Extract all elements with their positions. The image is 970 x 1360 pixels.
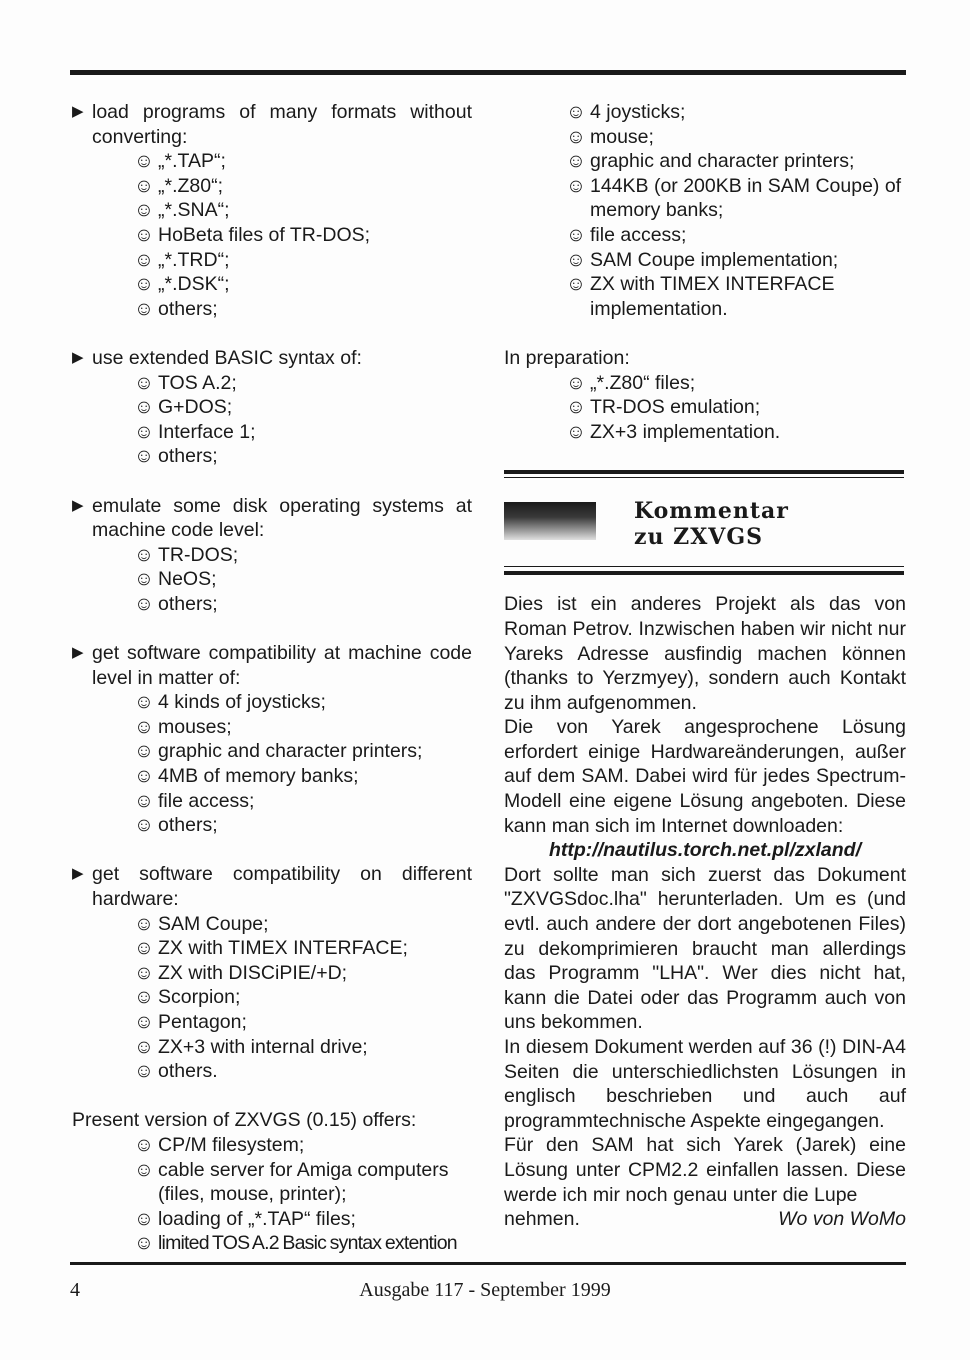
smiley-icon: ☺ (134, 814, 154, 837)
smiley-icon: ☺ (134, 1207, 154, 1230)
list-item: ☺ loading of „*.TAP“ files; (134, 1207, 356, 1230)
left-column (72, 100, 472, 1256)
smiley-icon: ☺ (134, 1133, 154, 1156)
smiley-icon: ☺ (134, 592, 154, 615)
list-item: ☺ others; (134, 592, 218, 615)
arrow-right-icon: ▶ (72, 496, 84, 514)
bottom-rule (70, 1262, 906, 1265)
smiley-icon: ☺ (134, 912, 154, 935)
list-item: ☺ 144KB (or 200KB in SAM Coupe) of memory banks; (566, 174, 902, 222)
list-item: ☺ „*.SNA“; (134, 199, 230, 222)
divider (504, 477, 904, 478)
feature-section (72, 346, 472, 469)
feature-section (72, 494, 472, 617)
smiley-icon: ☺ (566, 101, 586, 123)
smiley-icon: ☺ (134, 568, 154, 591)
right-column (504, 100, 906, 1232)
smiley-icon: ☺ (566, 223, 586, 246)
smiley-icon: ☺ (134, 445, 154, 468)
kommentar-title: Kommentar zu ZXVGS (634, 498, 789, 551)
list-item: ☺ 4 kinds of joysticks; (134, 691, 326, 714)
smiley-icon: ☺ (134, 740, 154, 763)
list-item: ☺ others; (134, 297, 218, 320)
top-rule (70, 70, 906, 75)
smiley-icon: ☺ (134, 297, 154, 320)
list-item: ☺ ZX with TIMEX INTERFACE implementation. (566, 273, 835, 320)
list-item: ☺ cable server for Amiga computers (files, mouse, printer); (134, 1158, 449, 1206)
feature-heading: ▶ get software compatibility on different hardware: (72, 863, 472, 910)
paragraph: In diesem Dokument werden auf 36 (!) DIN-A4 Seiten die unterschiedlichsten Lösungen in englisch beschrieben und auch auf programmtechnische Aspekte eingegangen. (504, 1036, 906, 1132)
smiley-icon: ☺ (134, 150, 154, 173)
feature-section (72, 100, 472, 321)
list-item: ☺ ZX+3 with internal drive; (134, 1035, 368, 1058)
feature-heading: ▶ use extended BASIC syntax of: (72, 346, 362, 369)
smiley-icon: ☺ (134, 986, 154, 1009)
arrow-right-icon: ▶ (72, 348, 84, 366)
signature-line (504, 1207, 906, 1232)
list-item: ☺ „*.DSK“; (134, 273, 230, 296)
feature-list (72, 149, 472, 321)
list-item: ☺ ZX with TIMEX INTERFACE; (134, 937, 408, 960)
smiley-icon: ☺ (134, 1010, 154, 1033)
list-item: ☺ file access; (134, 789, 255, 812)
list-item: ☺ TR-DOS emulation; (566, 396, 761, 419)
paragraph: Dies ist ein anderes Projekt als das von Roman Petrov. Inzwischen haben wir nicht nur Yareks Adresse ausfindig machen können (thanks to Yerzmyey), sondern auch Kontakt zu ihm aufgenommen. (504, 593, 906, 714)
arrow-right-icon: ▶ (72, 644, 84, 662)
present-version-heading: Present version of ZXVGS (0.15) offers: (72, 1109, 417, 1132)
smiley-icon: ☺ (566, 371, 586, 394)
list-item: ☺ others; (134, 445, 218, 468)
smiley-icon: ☺ (566, 273, 586, 296)
list-item: ☺ mouse; (566, 125, 654, 148)
list-item: ☺ SAM Coupe; (134, 912, 269, 935)
feature-heading: ▶ get software compatibility at machine code level in matter of: (72, 642, 472, 689)
list-item: ☺ 4MB of memory banks; (134, 765, 359, 788)
preparation-heading: In preparation: (504, 346, 630, 369)
divider (504, 571, 904, 575)
smiley-icon: ☺ (134, 1158, 154, 1181)
smiley-icon: ☺ (134, 420, 154, 443)
left-sections (72, 100, 472, 1084)
author-signature: Wo von WoMo (778, 1208, 906, 1231)
gradient-block (504, 502, 596, 540)
smiley-icon: ☺ (134, 223, 154, 246)
smiley-icon: ☺ (134, 371, 154, 394)
list-item: ☺ 4 joysticks; (566, 101, 686, 123)
smiley-icon: ☺ (134, 961, 154, 984)
feature-list (72, 543, 472, 617)
smiley-icon: ☺ (566, 150, 586, 173)
smiley-icon: ☺ (134, 396, 154, 419)
list-item: ☺ Interface 1; (134, 420, 256, 443)
divider (504, 470, 904, 474)
list-item: ☺ others. (134, 1060, 218, 1083)
kommentar-header (504, 470, 906, 580)
list-item: ☺ „*.TRD“; (134, 248, 230, 271)
list-item: ☺ SAM Coupe implementation; (566, 248, 839, 271)
paragraph: Für den SAM hat sich Yarek (Jarek) eine Lösung unter CPM2.2 einfallen lassen. Diese werde ich mir noch genau unter die Lupe (504, 1134, 906, 1206)
smiley-icon: ☺ (134, 789, 154, 812)
feature-list (72, 371, 472, 469)
divider (504, 566, 904, 567)
list-item: ☺ NeOS; (134, 568, 217, 591)
smiley-icon: ☺ (134, 765, 154, 788)
paragraph-end: nehmen. (504, 1208, 580, 1231)
list-item: ☺ „*.Z80“ files; (566, 371, 696, 394)
smiley-icon: ☺ (134, 199, 154, 222)
smiley-icon: ☺ (566, 125, 586, 148)
list-item: ☺ mouses; (134, 715, 232, 738)
smiley-icon: ☺ (134, 543, 154, 566)
feature-heading: ▶ emulate some disk operating systems at machine code level: (72, 494, 472, 542)
list-item: ☺ graphic and character printers; (566, 150, 855, 173)
paragraph: Dort sollte man sich zuerst das Dokument "ZXVGSdoc.lha" herunterladen. Um es (und evtl. auch andere der dort angebotenen Files) zu dekomprimieren braucht man allerdings das Programm "LHA". Wer dies nicht hat, kann die Datei oder das Programm auch von uns bekommen. (504, 863, 906, 1034)
list-item: ☺ G+DOS; (134, 396, 233, 419)
feature-heading: ▶ load programs of many formats without converting: (72, 101, 472, 148)
list-item: ☺ TR-DOS; (134, 543, 239, 566)
smiley-icon: ☺ (134, 1232, 154, 1255)
smiley-icon: ☺ (566, 248, 586, 271)
list-item: ☺ HoBeta files of TR-DOS; (134, 223, 371, 246)
smiley-icon: ☺ (566, 174, 586, 197)
present-version-section (72, 1108, 472, 1256)
list-item: ☺ graphic and character printers; (134, 740, 423, 763)
list-item: ☺ CP/M filesystem; (134, 1133, 305, 1156)
issue-footer: Ausgabe 117 - September 1999 (359, 1279, 611, 1301)
list-item: ☺ „*.TAP“; (134, 150, 226, 173)
present-version-list (72, 1133, 472, 1256)
smiley-icon: ☺ (134, 691, 154, 714)
list-item: ☺ file access; (566, 223, 687, 246)
smiley-icon: ☺ (134, 1035, 154, 1058)
preparation-list (504, 371, 906, 445)
smiley-icon: ☺ (134, 273, 154, 296)
smiley-icon: ☺ (566, 420, 586, 443)
download-link[interactable]: http://nautilus.torch.net.pl/zxland/ (549, 839, 861, 862)
paragraph: Die von Yarek angesprochene Lösung erfordert einige Hardwareänderungen, außer auf dem SAM. Dabei wird für jedes Spectrum-Modell eine eigene Lösung angeboten. Diese kann man sich im Internet downloaden: (504, 716, 906, 837)
feature-section (72, 862, 472, 1083)
page-number: 4 (70, 1279, 80, 1301)
list-item: ☺ Pentagon; (134, 1010, 247, 1033)
smiley-icon: ☺ (134, 248, 154, 271)
list-item: ☺ ZX+3 implementation. (566, 420, 781, 443)
smiley-icon: ☺ (134, 937, 154, 960)
list-item: ☺ limited TOS A.2 Basic syntax extention (134, 1232, 457, 1255)
list-item: ☺ TOS A.2; (134, 371, 237, 394)
smiley-icon: ☺ (134, 715, 154, 738)
list-item: ☺ Scorpion; (134, 986, 241, 1009)
feature-list (72, 912, 472, 1084)
offers-continued-list (504, 100, 906, 321)
arrow-right-icon: ▶ (72, 865, 84, 883)
list-item: ☺ others; (134, 814, 218, 837)
feature-list (72, 690, 472, 838)
list-item: ☺ ZX with DISCiPIE/+D; (134, 961, 348, 984)
smiley-icon: ☺ (134, 174, 154, 197)
arrow-right-icon: ▶ (72, 103, 84, 120)
feature-section (72, 641, 472, 838)
list-item: ☺ „*.Z80“; (134, 174, 224, 197)
smiley-icon: ☺ (134, 1060, 154, 1083)
smiley-icon: ☺ (566, 396, 586, 419)
